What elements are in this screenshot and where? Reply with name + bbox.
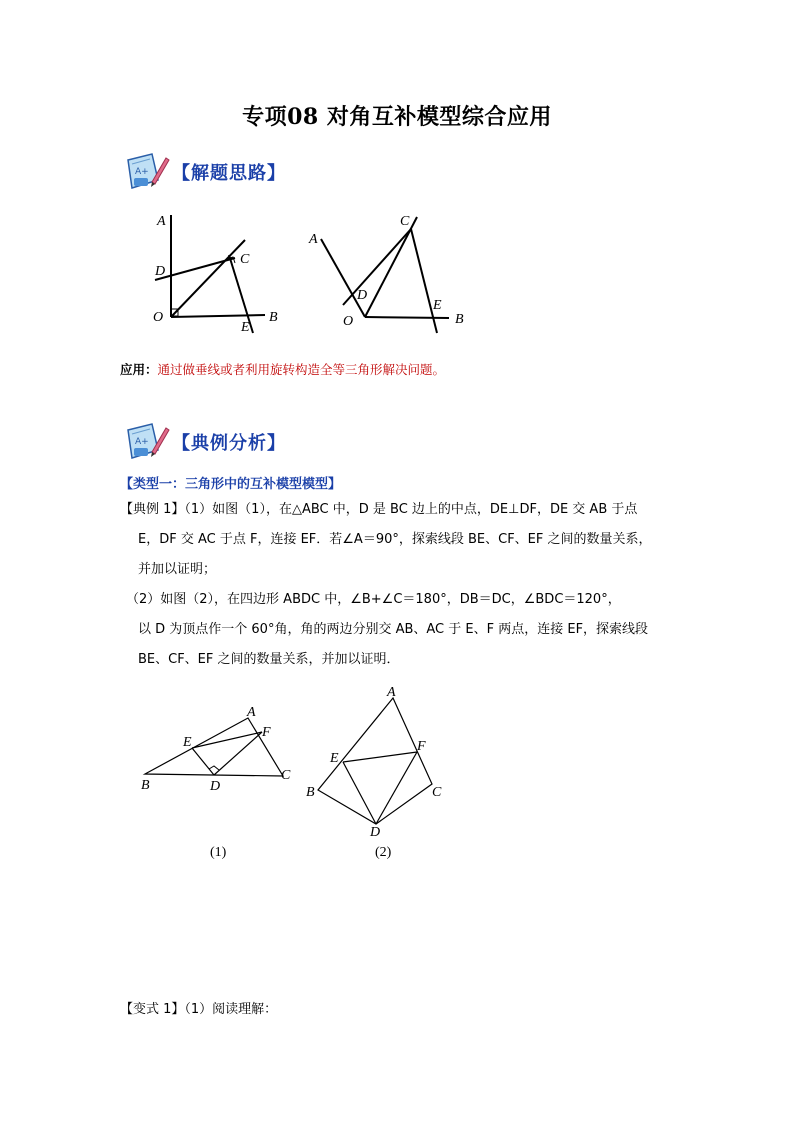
example-line: （2）如图（2），在四边形 ABDC 中，∠B+∠C＝180°，DB＝DC，∠BDC＝120°， (126, 592, 621, 607)
application-body: 通过做垂线或者利用旋转构造全等三角形解决问题。 (157, 362, 446, 377)
label-a: A (387, 685, 396, 700)
figure-2-quadrilateral (300, 680, 450, 840)
label-d: D (357, 288, 368, 303)
example-line: 【典例 1】（1）如图（1），在△ABC 中，D 是 BC 边上的中点，DE⊥DF，DE 交 AB 于点 (120, 502, 638, 517)
notebook-pencil-icon (122, 150, 170, 194)
svg-text:A+: A+ (135, 437, 149, 447)
segment-df (376, 752, 417, 824)
label-o: O (153, 310, 164, 325)
figure-1-triangle (135, 700, 300, 795)
example-1 (120, 495, 680, 675)
label-e: E (433, 298, 442, 313)
label-b: B (306, 785, 315, 800)
application-head: 应用： (120, 362, 158, 377)
label-e: E (183, 735, 192, 750)
label-c: C (240, 252, 250, 267)
label-d: D (155, 264, 166, 279)
label-c: C (281, 768, 291, 783)
label-d: D (210, 779, 221, 794)
label-o: O (343, 314, 354, 329)
variant-1-heading: 【变式 1】（1）阅读理解： (120, 1002, 278, 1017)
label-f: F (262, 725, 271, 740)
label-b: B (269, 310, 278, 325)
svg-text:A+: A+ (135, 167, 149, 177)
label-c: C (432, 785, 442, 800)
figure-1-caption: (1) (210, 845, 227, 860)
diagram-right-angle-model (145, 205, 295, 335)
diagram-obtuse-angle-model (305, 205, 475, 335)
application-note (120, 355, 680, 385)
label-a: A (309, 232, 318, 247)
label-b: B (455, 312, 464, 327)
ray-ob (171, 315, 265, 317)
label-f: F (417, 739, 426, 754)
label-c: C (400, 214, 410, 229)
figure-2-caption: (2) (375, 845, 392, 860)
section-badge-label: 【解题思路】 (172, 163, 286, 184)
type-heading: 【类型一：三角形中的互补模型模型】 (120, 477, 342, 492)
example-line: BE、CF、EF 之间的数量关系，并加以证明． (138, 652, 400, 667)
example-line: 以 D 为顶点作一个 60°角，角的两边分别交 AB、AC 于 E、F 两点，连接 EF，探索线段 (138, 622, 649, 637)
segment-de (192, 748, 214, 775)
ray-ob (365, 317, 449, 318)
page-title: 专项08 对角互补模型综合应用 (242, 104, 552, 130)
segment-df (214, 732, 262, 775)
label-e: E (330, 751, 339, 766)
label-a: A (157, 214, 166, 229)
label-d: D (370, 825, 381, 840)
example-line: 并加以证明； (138, 562, 217, 577)
label-e: E (241, 320, 250, 335)
line-dc (155, 258, 235, 280)
section-badge-label: 【典例分析】 (172, 433, 286, 454)
segment-ef (343, 752, 417, 762)
right-angle-mark-d (209, 766, 219, 770)
label-a: A (247, 705, 256, 720)
line-oc (171, 240, 245, 317)
section-badge-example-analysis (122, 420, 286, 464)
section-badge-solution-idea (122, 150, 286, 194)
label-b: B (141, 778, 150, 793)
notebook-pencil-icon (122, 420, 170, 464)
segment-ef (192, 732, 262, 748)
ray-oa (321, 239, 368, 317)
example-line: E，DF 交 AC 于点 F，连接 EF．若∠A＝90°，探索线段 BE、CF、EF 之间的数量关系， (138, 532, 652, 547)
